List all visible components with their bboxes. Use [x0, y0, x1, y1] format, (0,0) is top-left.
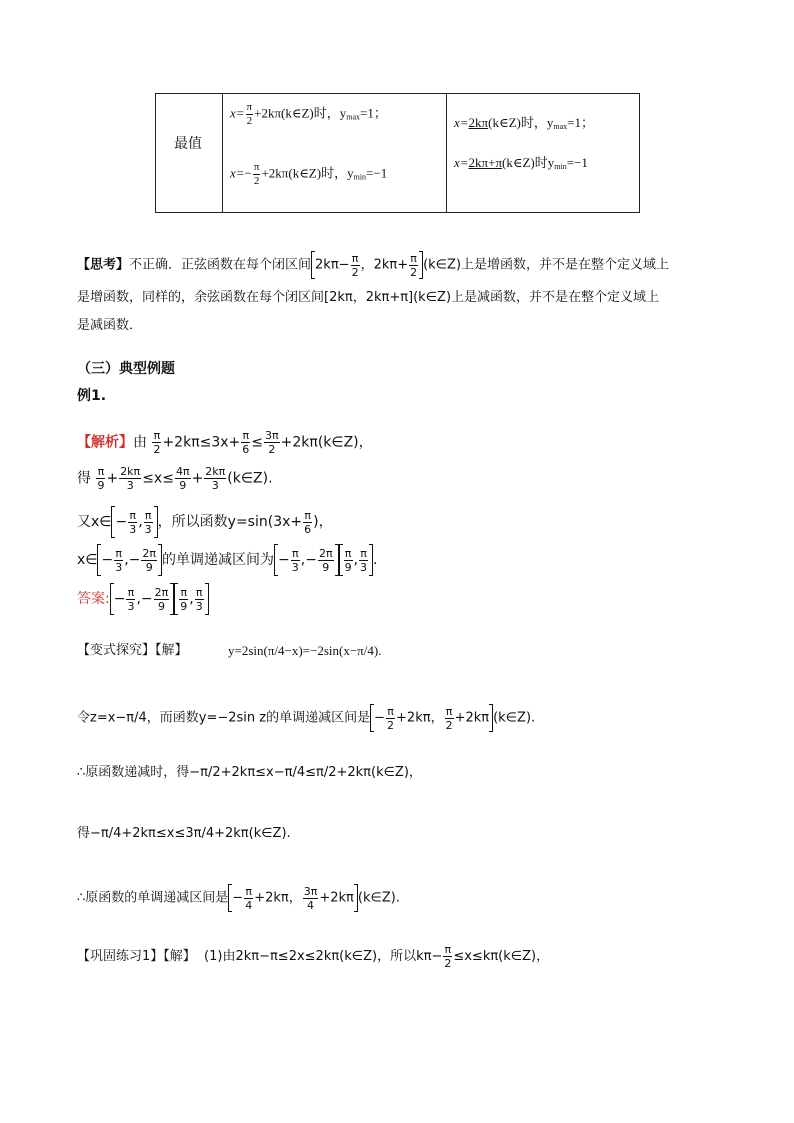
think-line-2: 是增函数，同样的，余弦函数在每个闭区间[2kπ，2kπ+π](k∈Z)上是减函数，并不是在整个定义域上 [77, 290, 660, 305]
practice-line-1: 【巩固练习1】【解】 (1)由2kπ−π≤2x≤2kπ(k∈Z)，所以kπ− $\frac{\pi}{2}$ ≤x≤kπ(k∈Z)， [77, 943, 550, 970]
sin-min-cell: x=− $\frac{\pi}{2}$ +2kπ(k∈Z)时，$y_{min}=-1$ [230, 161, 388, 187]
think-line-3: 是减函数． [77, 318, 143, 333]
table-row-label: 最值 [174, 136, 202, 152]
variant-line-3: ∴原函数递减时，得−π/2+2kπ≤x−π/4≤π/2+2kπ(k∈Z)， [77, 765, 422, 780]
analysis-line-1: 【解析】由 $\frac{\pi}{2}$ +2kπ≤3x+ $\frac{\pi}{6}$ ≤ $\frac{3\pi}{2}$ +2kπ(k∈Z)， [77, 429, 373, 456]
table-divider-2 [446, 94, 447, 212]
variant-line-1: y=2sin(π/4−x)=−2sin(x−π/4). [228, 643, 382, 658]
variant-tag: 【变式探究】【解】 [77, 643, 188, 658]
analysis-line-4: x∈ − $\frac{\pi}{3}$ ,− $\frac{2\pi}{9}$ 的单调递减区间为 − $\frac{\pi}{3}$ ,− $\frac{2\pi}{9}$ $\frac{\pi}{9}$ , $\frac{\pi}{3}$ . [77, 544, 377, 576]
think-line-1: 【思考】不正确．正弦函数在每个闭区间 2kπ− $\frac{\pi}{2}$ ，2kπ+ $\frac{\pi}{2}$ (k∈Z)上是增函数，并不是在整个定义域上 [77, 251, 670, 279]
cos-min-cell: x=2kπ+π(k∈Z)时$y_{min}=-1$ [454, 155, 588, 171]
extrema-table [155, 93, 640, 213]
analysis-line-2: 得 $\frac{\pi}{9}$ + $\frac{2k\pi}{3}$ ≤x≤ $\frac{4\pi}{9}$ + $\frac{2k\pi}{3}$ (k∈Z). [77, 465, 273, 492]
section-title: （三）典型例题 [77, 361, 175, 377]
variant-line-4: 得−π/4+2kπ≤x≤3π/4+2kπ(k∈Z). [77, 826, 291, 841]
variant-line-5: ∴原函数的单调递减区间是 − $\frac{\pi}{4}$ +2kπ， $\frac{3\pi}{4}$ +2kπ (k∈Z). [77, 884, 400, 912]
table-divider-1 [222, 94, 223, 212]
analysis-line-3: 又x∈ − $\frac{\pi}{3}$ , $\frac{\pi}{3}$ ，所以函数y=sin(3x+ $\frac{\pi}{6}$ )， [77, 506, 333, 538]
sin-max-cell: x= $\frac{\pi}{2}$ +2kπ(k∈Z)时，$y_{max}=1$； [230, 101, 387, 127]
answer-line: 答案: − $\frac{\pi}{3}$ ,− $\frac{2\pi}{9}$ $\frac{\pi}{9}$ , $\frac{\pi}{3}$ [77, 583, 209, 615]
cos-max-cell: x=2kπ(k∈Z)时，$y_{max}=1$； [454, 115, 594, 131]
example-label: 例1. [77, 388, 107, 404]
variant-line-2: 令z=x−π/4，而函数y=−2sin z的单调递减区间是 − $\frac{\pi}{2}$ +2kπ， $\frac{\pi}{2}$ +2kπ (k∈Z). [77, 704, 536, 732]
